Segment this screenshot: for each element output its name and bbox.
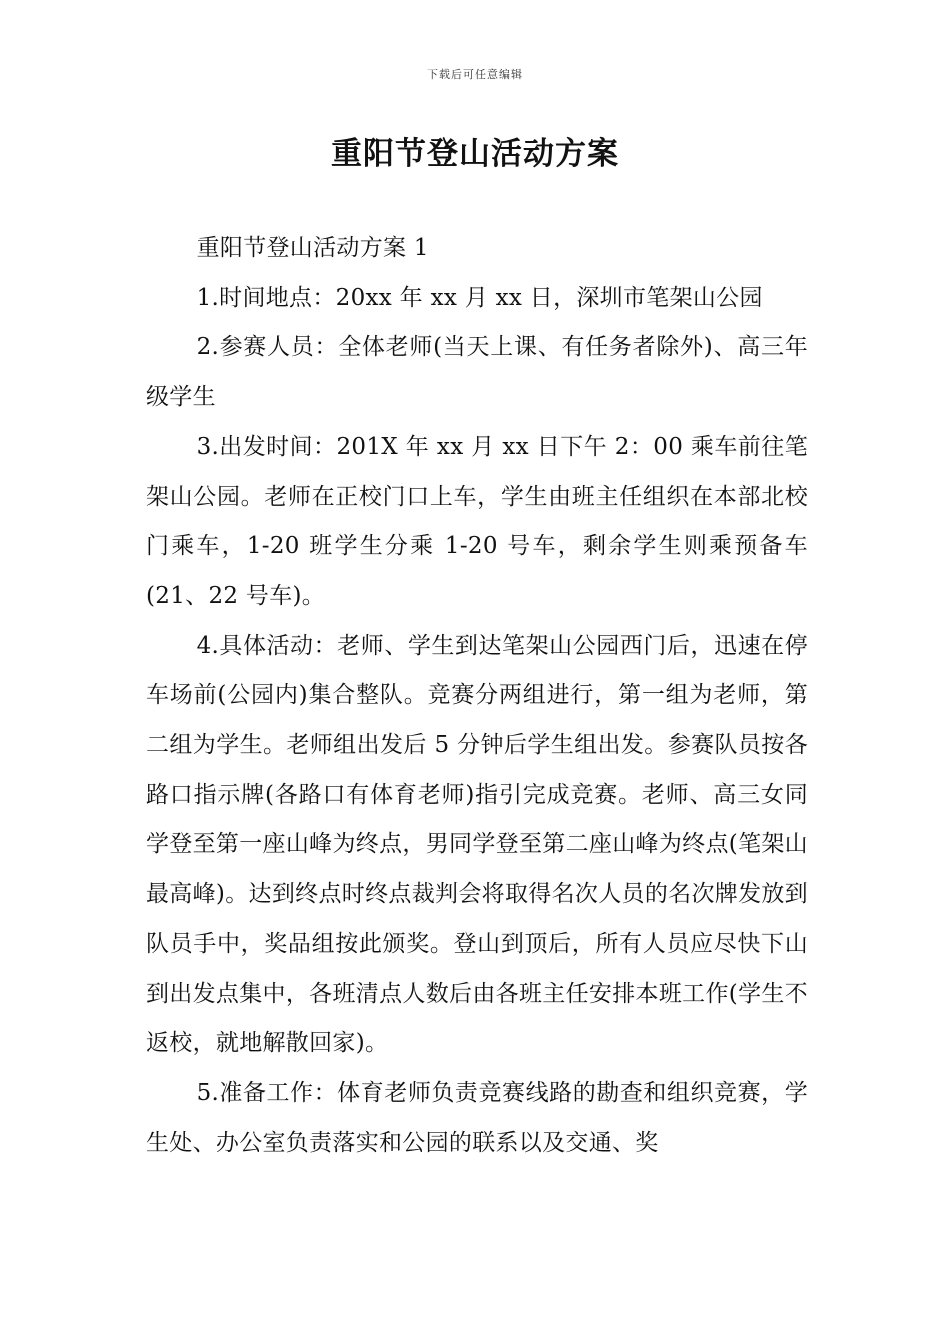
paragraph-preparation: 5.准备工作：体育老师负责竞赛线路的勘查和组织竞赛，学生处、办公室负责落实和公园的联系以及交通、奖	[146, 1079, 808, 1156]
header-note: 下载后可任意编辑	[427, 68, 523, 81]
document-body	[146, 224, 808, 1168]
paragraph-departure: 3.出发时间：201X 年 xx 月 xx 日下午 2：00 乘车前往笔架山公园。老师在正校门口上车，学生由班主任组织在本部北校门乘车，1-20 班学生分乘 1-20 号车，剩余学生则乘预备车(21、22 号车)。	[146, 433, 808, 609]
document-title: 重阳节登山活动方案	[331, 136, 619, 172]
paragraph-time-location: 1.时间地点：20xx 年 xx 月 xx 日，深圳市笔架山公园	[196, 284, 763, 311]
paragraph-participants: 2.参赛人员：全体老师(当天上课、有任务者除外)、高三年级学生	[146, 334, 808, 411]
paragraph-activities: 4.具体活动：老师、学生到达笔架山公园西门后，迅速在停车场前(公园内)集合整队。竞赛分两组进行，第一组为老师，第二组为学生。老师组出发后 5 分钟后学生组出发。参赛队员按各路口指示牌(各路口有体育老师)指引完成竞赛。老师、高三女同学登至第一座山峰为终点，男同学登至第二座山峰为终点(笔架山最高峰)。达到终点时终点裁判会将取得名次人员的名次牌发放到队员手中，奖品组按此颁奖。登山到顶后，所有人员应尽快下山到出发点集中，各班清点人数后由各班主任安排本班工作(学生不返校，就地解散回家)。	[146, 632, 808, 1057]
section-heading: 重阳节登山活动方案 1	[196, 235, 429, 261]
